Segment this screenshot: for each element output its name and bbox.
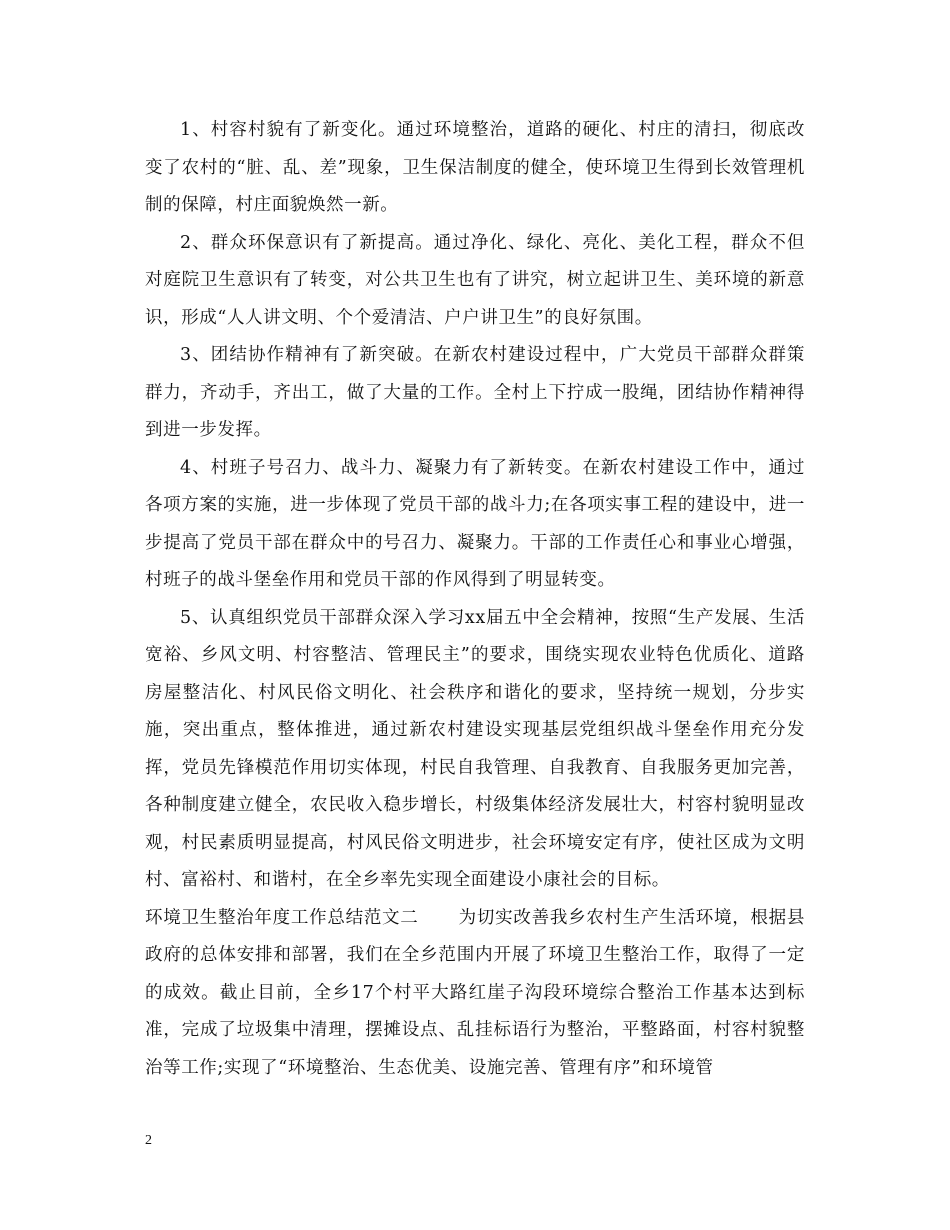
paragraph-1: 1、村容村貌有了新变化。通过环境整治，道路的硬化、村庄的清扫，彻底改变了农村的“脏、乱、差”现象，卫生保洁制度的健全，使环境卫生得到长效管理机制的保障，村庄面貌焕然一新。: [145, 120, 805, 215]
paragraph-5: 5、认真组织党员干部群众深入学习xx届五中全会精神，按照“生产发展、生活宽裕、乡风文明、村容整洁、管理民主”的要求，围绕实现农业特色优质化、道路房屋整洁化、村风民俗文明化、社会秩序和谐化的要求，坚持统一规划，分步实施，突出重点，整体推进，通过新农村建设实现基层党组织战斗堡垒作用充分发挥，党员先锋模范作用切实体现，村民自我管理、自我教育、自我服务更加完善，各种制度建立健全，农民收入稳步增长，村级集体经济发展壮大，村容村貌明显改观，村民素质明显提高，村风民俗文明进步，社会环境安定有序，使社区成为文明村、富裕村、和谐村，在全乡率先实现全面建设小康社会的目标。: [145, 607, 805, 890]
section-body: 为切实改善我乡农村生产生活环境，根据县政府的总体安排和部署，我们在全乡范围内开展了环境卫生整治工作，取得了一定的成效。截止目前，全乡17个村平大路红崖子沟段环境综合整治工作基本达到标准，完成了垃圾集中清理，摆摊设点、乱挂标语行为整治，平整路面，村容村貌整治等工作;实现了“环境整治、生态优美、设施完善、管理有序”和环境管: [145, 907, 805, 1078]
paragraph-4: 4、村班子号召力、战斗力、凝聚力有了新转变。在新农村建设工作中，通过各项方案的实施，进一步体现了党员干部的战斗力;在各项实事工程的建设中，进一步提高了党员干部在群众中的号召力、凝聚力。干部的工作责任心和事业心增强，村班子的战斗堡垒作用和党员干部的作风得到了明显转变。: [145, 457, 805, 590]
page-number: 2: [145, 1133, 152, 1148]
paragraph-2: 2、群众环保意识有了新提高。通过净化、绿化、亮化、美化工程，群众不但对庭院卫生意识有了转变，对公共卫生也有了讲究，树立起讲卫生、美环境的新意识，形成“人人讲文明、个个爱清洁、户户讲卫生”的良好氛围。: [145, 232, 805, 328]
section-paragraph: [145, 900, 805, 1088]
document-body: [145, 112, 805, 1087]
section-title: 环境卫生整治年度工作总结范文二: [145, 907, 419, 928]
paragraph-3: 3、团结协作精神有了新突破。在新农村建设过程中，广大党员干部群众群策群力，齐动手，齐出工，做了大量的工作。全村上下拧成一股绳，团结协作精神得到进一步发挥。: [145, 345, 805, 440]
